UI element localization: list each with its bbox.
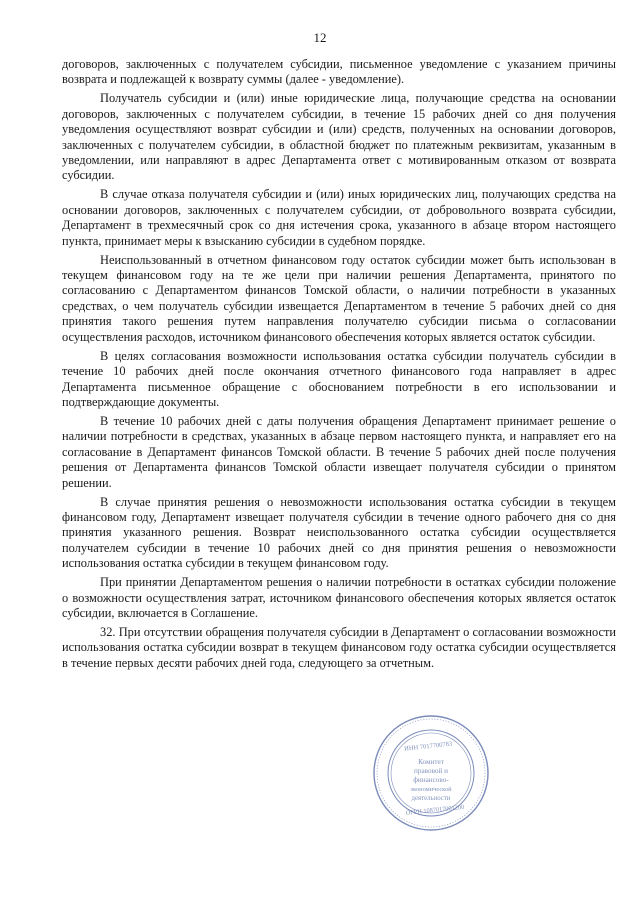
paragraph: Получатель субсидии и (или) иные юридические лица, получающие средства на основании договоров, заключенных с получателем субсидии, в течение 15 рабочих дней со дня получения уведомления осуществляют возврат субсидии и (или) средств, полученных на основании договоров, заключенных с получателем субсидии, в областной бюджет по платежным реквизитам, указанным в уведомлении, или направляют в адрес Департамента ответ с мотивированным отказом от возврата субсидии. bbox=[62, 91, 616, 183]
seal-inn: ИНН 7017700783 bbox=[403, 740, 453, 753]
paragraph-continuation: договоров, заключенных с получателем субсидии, письменное уведомление с указанием причины возврата и подлежащей к возврату суммы (далее - уведомление). bbox=[62, 57, 616, 87]
document-body bbox=[62, 57, 616, 671]
seal-center-line: экономической bbox=[410, 786, 452, 793]
seal-center-line: Комитет bbox=[418, 758, 444, 766]
paragraph: Неиспользованный в отчетном финансовом году остаток субсидии может быть использован в текущем финансовом году на те же цели при наличии решения Департамента, принятого по согласованию с Департаментом финансов Томской области, о наличии потребности в указанных средствах, о чем получатель субсидии извещается Департаментом в течение 5 рабочих дней со дня принятия такого решения путем направления получателю субсидии письма о согласовании осуществления расходов, источником финансового обеспечения которых является остаток субсидии. bbox=[62, 252, 616, 344]
paragraph: В случае принятия решения о невозможности использования остатка субсидии в текущем финансовом году, Департамент извещает получателя субсидии в течение одного рабочего дня со дня принятия указанного решения. Возврат неиспользованного остатка субсидии осуществляется получателем субсидии в течение 10 рабочих дней со дня принятия решения о невозможности использования остатка субсидии в текущем финансовом году. bbox=[62, 494, 616, 571]
paragraph: В течение 10 рабочих дней с даты получения обращения Департамент принимает решение о наличии потребности в средствах, указанных в абзаце первом настоящего пункта, и направляет его на согласование в Департамент финансов Томской области. В течение 5 рабочих дней после получения решения от Департамента финансов Томской области извещает получателя субсидии о принятом решении. bbox=[62, 413, 616, 490]
paragraph-item-32: 32. При отсутствии обращения получателя субсидии в Департамент о согласовании возможности использования остатка субсидии возврат в текущем финансовом году остатка субсидии осуществляется в течение первых десяти рабочих дней года, следующего за отчетным. bbox=[62, 624, 616, 670]
seal-center-line: финансово- bbox=[413, 776, 449, 784]
seal-graphic bbox=[372, 714, 490, 832]
seal-center-line: деятельности bbox=[411, 795, 451, 802]
paragraph: В случае отказа получателя субсидии и (или) иных юридических лиц, получающих средства на основании договоров, заключенных с получателем субсидии, от добровольного возврата субсидии, Департамент в трехмесячный срок со дня истечения срока, указанного в абзаце втором настоящего пункта, принимает меры к взысканию субсидии в судебном порядке. bbox=[62, 187, 616, 248]
official-seal-stamp bbox=[372, 714, 490, 832]
seal-center-line: правовой и bbox=[414, 767, 448, 775]
page-number: 12 bbox=[313, 30, 327, 45]
seal-ogrn: ОГРН 1087017001200 bbox=[405, 803, 465, 817]
paragraph: При принятии Департаментом решения о наличии потребности в остатках субсидии положение о возможности осуществления затрат, источником финансового обеспечения которых является остаток субсидии, включается в Соглашение. bbox=[62, 575, 616, 620]
paragraph: В целях согласования возможности использования остатка субсидии получатель субсидии в течение 10 рабочих дней после окончания отчетного финансового года направляет в адрес Департамента письменное обращение с обоснованием потребности в его использовании и подтверждающие документы. bbox=[62, 348, 616, 409]
